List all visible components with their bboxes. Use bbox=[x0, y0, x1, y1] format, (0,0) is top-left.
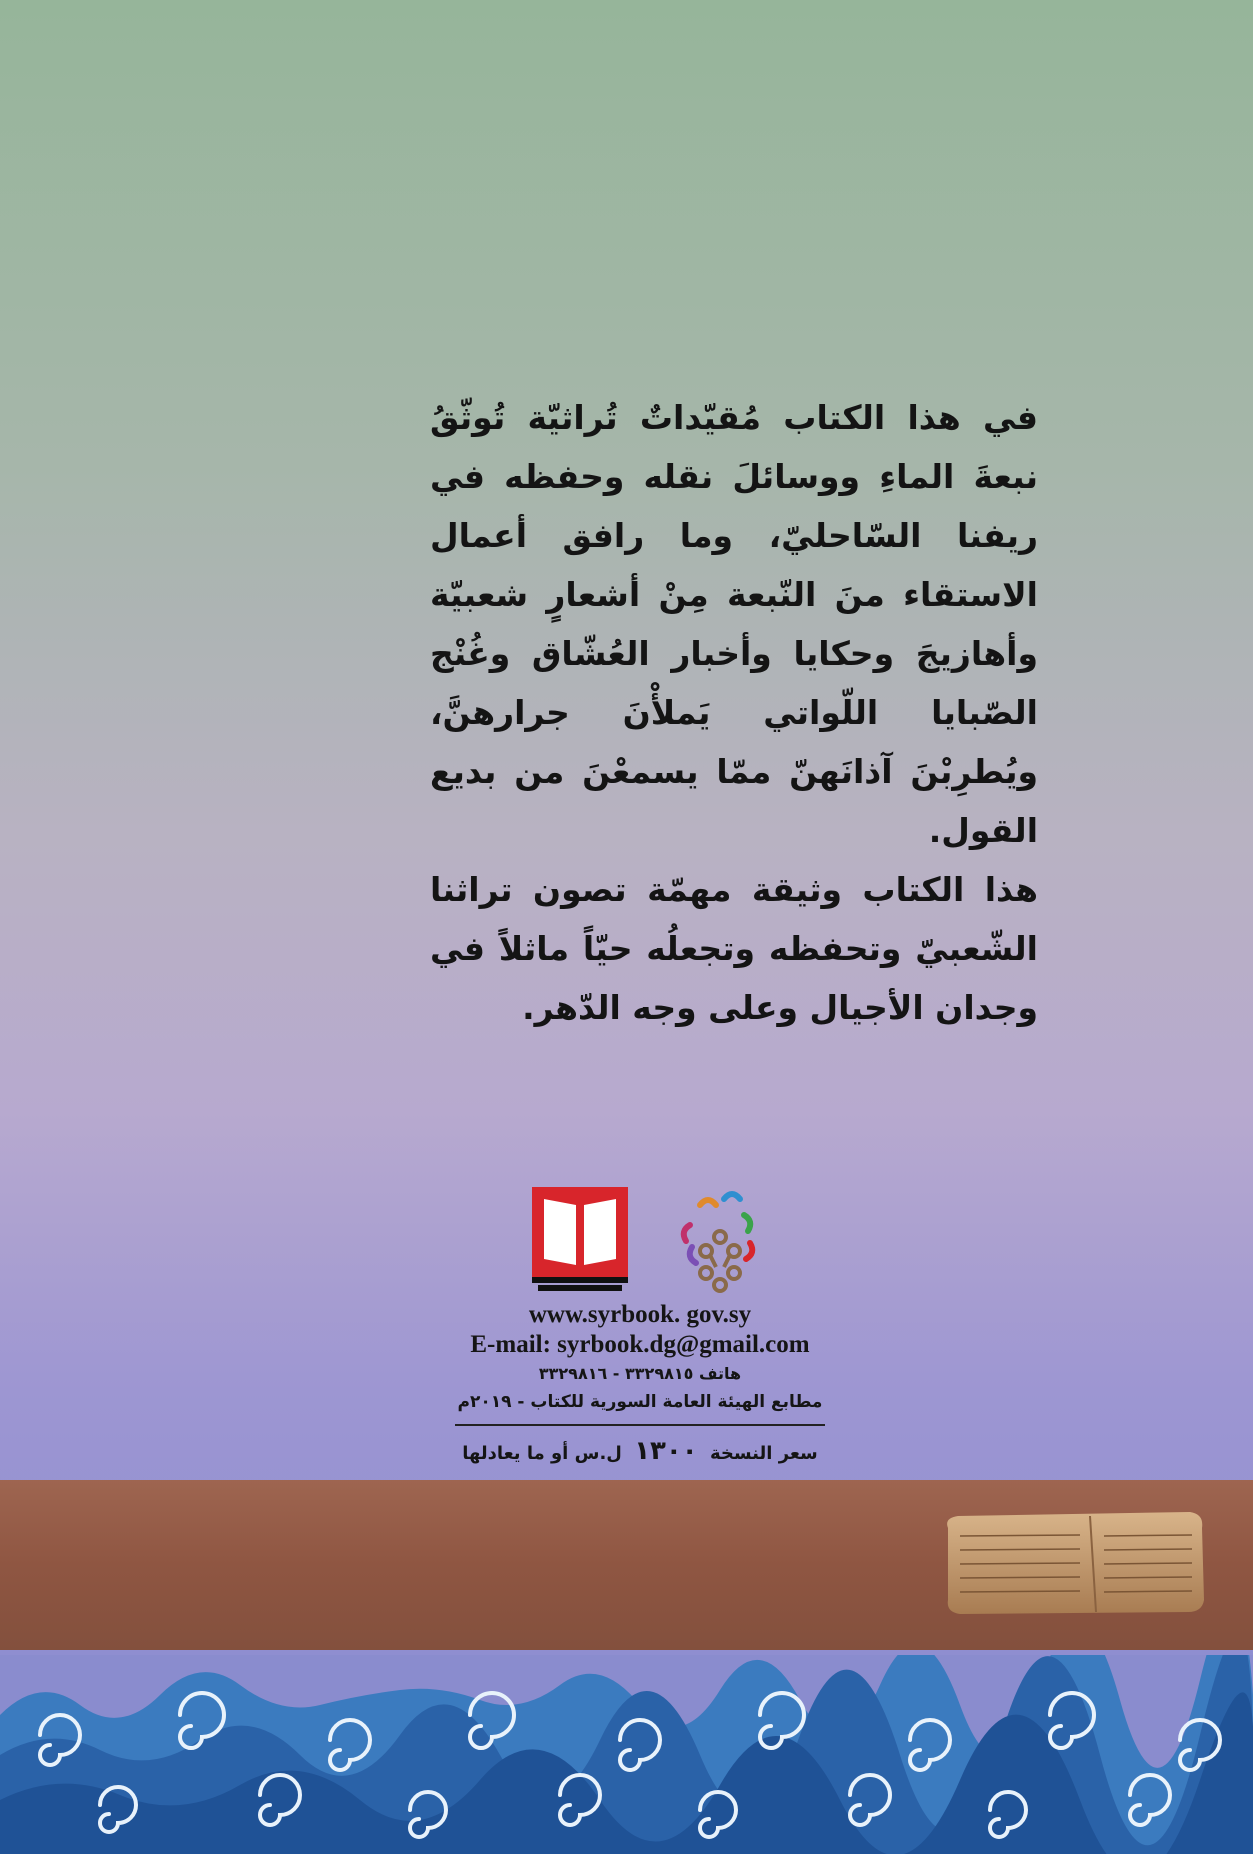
open-book-logo-icon bbox=[530, 1185, 630, 1295]
printer-credit: مطابع الهيئة العامة السورية للكتاب - ٢٠١٩م bbox=[457, 1392, 823, 1412]
price-line bbox=[440, 1436, 840, 1469]
phone-numbers: هاتف ٣٣٢٩٨١٥ - ٣٣٢٩٨١٦ bbox=[538, 1364, 742, 1383]
email-link[interactable]: E-mail: syrbook.dg@gmail.com bbox=[470, 1331, 810, 1358]
divider bbox=[455, 1424, 825, 1426]
logo-row bbox=[520, 1185, 770, 1295]
cover-blurb bbox=[430, 388, 1038, 1037]
price-suffix: ل.س أو ما يعادلها bbox=[462, 1443, 622, 1464]
website-link[interactable]: www.syrbook. gov.sy bbox=[528, 1301, 752, 1328]
sea-waves-icon bbox=[0, 1655, 1253, 1854]
blurb-paragraph-2: هذا الكتاب وثيقة مهمّة تصون تراثنا الشّعبيّ وتحفظه وتجعلُه حيّاً ماثلاً في وجدان الأجيال وعلى وجه الدّهر. bbox=[430, 870, 1038, 1027]
cuneiform-tablet-icon bbox=[940, 1508, 1210, 1618]
blurb-paragraph-1: في هذا الكتاب مُقيّداتٌ تُراثيّة تُوثّقُ نبعةَ الماءِ ووسائلَ نقله وحفظه في ريفنا السّاحليّ، وما رافق أعمال الاستقاء منَ النّبعة مِنْ أشعارٍ شعبيّة وأهازيجَ وحكايا وأخبار العُشّاق وغُنْج الصّبايا اللّواتي يَملأْنَ جرارهنَّ، ويُطرِبْنَ آذانَهنّ ممّا يسمعْنَ من بديع القول. bbox=[430, 398, 1038, 850]
contact-block bbox=[440, 1300, 840, 1469]
culture-ministry-logo-icon bbox=[670, 1185, 770, 1295]
price-amount: ١٣٠٠ bbox=[634, 1436, 698, 1466]
price-prefix: سعر النسخة bbox=[709, 1443, 818, 1464]
